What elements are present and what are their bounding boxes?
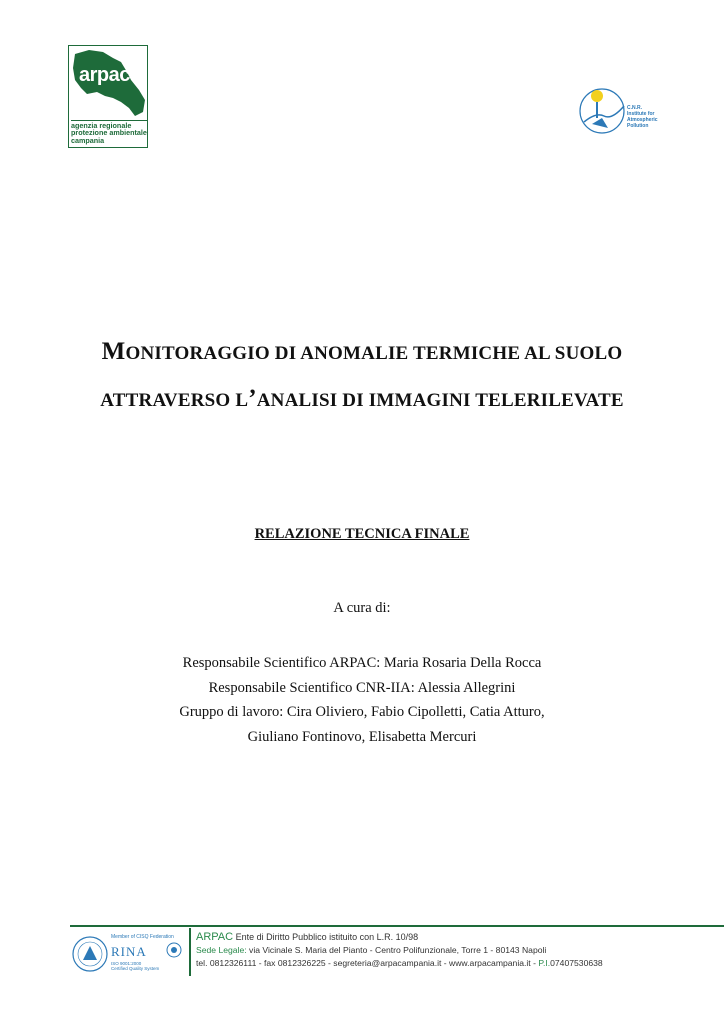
credit-line: Responsabile Scientifico ARPAC: Maria Rosaria Della Rocca (182, 655, 542, 671)
rina-certification-badge (70, 932, 186, 976)
document-title-line-2 (0, 385, 724, 413)
footer-divider (189, 928, 191, 976)
title-text: ATTRAVERSO L (100, 390, 249, 411)
cnr-iia-logo (578, 84, 658, 138)
footer-text: Ente di Diritto Pubblico istituito con L.R. 10/98 (233, 932, 419, 942)
arpac-caption (71, 120, 147, 144)
rina-name: RINA (111, 944, 147, 959)
cnr-caption-line: Atmospheric (627, 117, 658, 123)
credit-line: Responsabile Scientifico CNR-IIA: Alessia Allegrini (208, 679, 516, 696)
curated-by-label: A cura di: (333, 600, 391, 616)
cnr-caption-line: Pollution (627, 123, 649, 129)
cnr-caption-line: Institute for (627, 111, 655, 117)
credit-line: Gruppo di lavoro: Cira Oliviero, Fabio Cipolletti, Catia Atturo, (179, 704, 545, 720)
title-apostrophe: ’ (248, 385, 257, 412)
rina-seal-icon (70, 932, 110, 976)
title-initial: M (101, 338, 126, 365)
footer-label: P.I. (538, 958, 551, 968)
cnr-caption (627, 105, 667, 129)
arpac-wordmark: arpac (79, 64, 130, 86)
footer-vat-number: 07407530638 (550, 958, 603, 968)
footer-line-3 (196, 957, 716, 970)
footer-contacts: tel. 0812326111 - fax 0812326225 - segreteria@arpacampania.it - www.arpacampania.it - (196, 958, 539, 968)
arpac-caption-line: agenzia regionale (71, 121, 132, 130)
rina-iso-text (111, 961, 159, 971)
footer-line-1 (196, 930, 716, 944)
cnr-caption-line: C.N.R. (627, 105, 642, 111)
document-title-line-1 (0, 338, 724, 366)
footer-contact (196, 930, 716, 970)
document-subtitle: RELAZIONE TECNICA FINALE (254, 526, 470, 542)
arpac-caption-line: campania (71, 135, 105, 145)
title-text: ANALISI DI IMMAGINI TELERILEVATE (256, 390, 624, 411)
rina-iso-line: Certified Quality System (111, 966, 160, 971)
arpac-caption-line: protezione ambientale (71, 128, 147, 138)
title-text: ONITORAGGIO DI ANOMALIE TERMICHE AL SUOLO (125, 343, 623, 364)
footer-address: via Vicinale S. Maria del Pianto - Centro Polifunzionale, Torre 1 - 80143 Napoli (246, 945, 547, 955)
credits-block (0, 651, 724, 749)
arpac-logo (68, 45, 148, 148)
footer-brand: ARPAC (196, 931, 234, 943)
footer-line-2 (196, 944, 716, 957)
quality-mark-icon (166, 942, 182, 958)
rina-iso-line: ISO 9001:2000 (111, 961, 142, 966)
footer-rule (70, 925, 724, 927)
rina-member-text: Member of CISQ Federation (111, 934, 174, 940)
credit-line: Giuliano Fontinovo, Elisabetta Mercuri (247, 728, 477, 745)
footer-label: Sede Legale: (196, 945, 247, 955)
